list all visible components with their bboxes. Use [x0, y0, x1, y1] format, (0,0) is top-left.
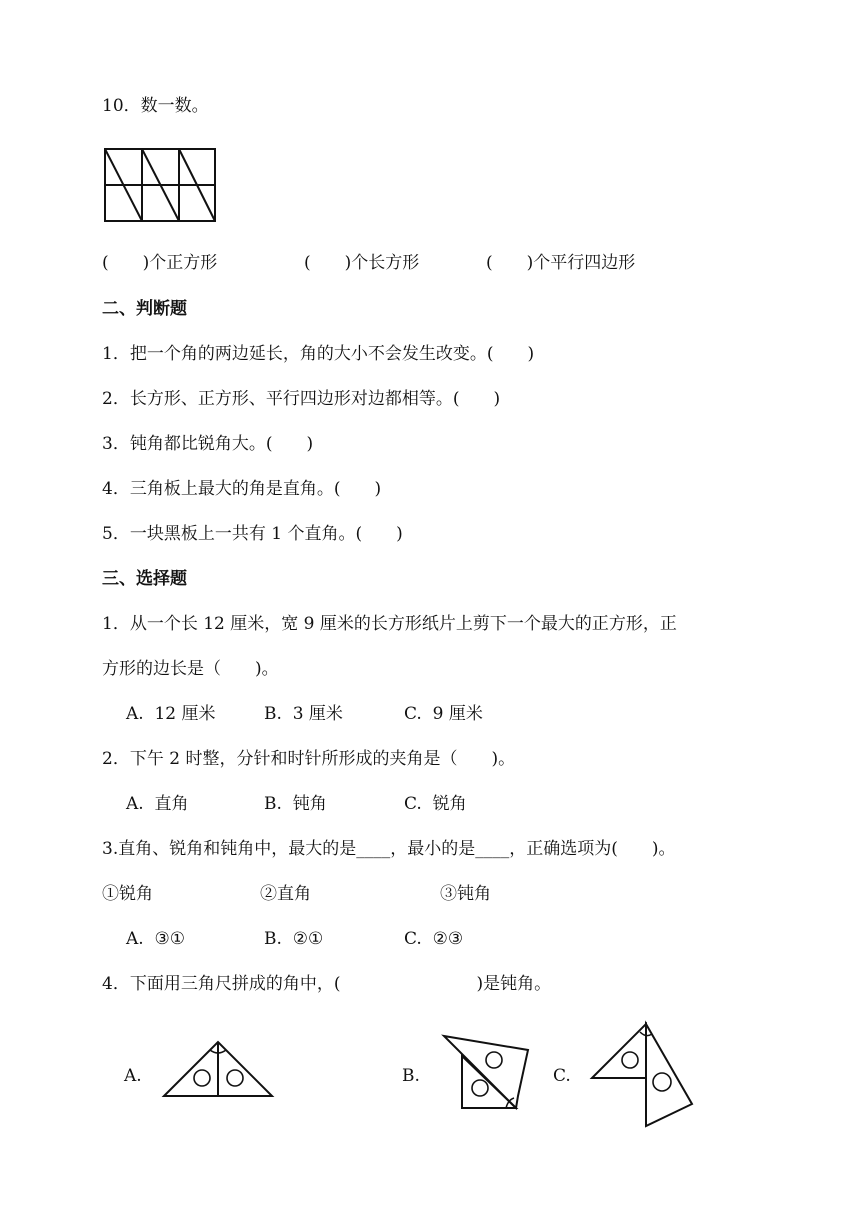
choice-q3-choice-3: ③钝角	[440, 884, 491, 904]
figure-b-label[interactable]: B.	[402, 1066, 420, 1086]
choice-q1-line1: 1．从一个长 12 厘米，宽 9 厘米的长方形纸片上剪下一个最大的正方形，正	[102, 614, 677, 634]
choice-q3-choice-2: ②直角	[260, 884, 311, 904]
choice-q2-option-c[interactable]: C. 锐角	[404, 794, 467, 814]
blank-squares[interactable]: ( )个正方形	[102, 253, 218, 273]
judge-item-2[interactable]: 2．长方形、正方形、平行四边形对边都相等。( )	[102, 389, 501, 409]
section3-heading: 三、选择题	[102, 569, 187, 589]
choice-q1-option-b[interactable]: B. 3 厘米	[264, 704, 343, 724]
figure-c-set-squares	[590, 1020, 696, 1132]
choice-q3-choice-1: ①锐角	[102, 884, 153, 904]
blank-parallelograms[interactable]: ( )个平行四边形	[486, 253, 636, 273]
figure-c-label[interactable]: C.	[553, 1066, 571, 1086]
choice-q1-option-a[interactable]: A. 12 厘米	[126, 704, 216, 724]
choice-q3-text: 3.直角、锐角和钝角中，最大的是____，最小的是____，正确选项为( )。	[102, 839, 676, 859]
figure-a-label[interactable]: A.	[124, 1066, 142, 1086]
judge-item-5[interactable]: 5．一块黑板上一共有 1 个直角。( )	[102, 524, 403, 544]
choice-q3-option-a[interactable]: A. ③①	[126, 929, 185, 949]
figure-b-set-squares	[440, 1030, 540, 1112]
choice-q3-option-c[interactable]: C. ②③	[404, 929, 464, 949]
figure-a-set-squares	[162, 1040, 276, 1100]
choice-q1-line2: 方形的边长是（ )。	[102, 659, 279, 679]
choice-q1-option-c[interactable]: C. 9 厘米	[404, 704, 483, 724]
judge-item-1[interactable]: 1．把一个角的两边延长，角的大小不会发生改变。( )	[102, 344, 535, 364]
q10-title: 10．数一数。	[102, 96, 209, 116]
blank-rectangles[interactable]: ( )个长方形	[304, 253, 420, 273]
grid-figure	[104, 148, 218, 224]
judge-item-4[interactable]: 4．三角板上最大的角是直角。( )	[102, 479, 382, 499]
choice-q3-option-b[interactable]: B. ②①	[264, 929, 324, 949]
choice-q2-text: 2．下午 2 时整，分针和时针所形成的夹角是（ )。	[102, 749, 516, 769]
choice-q2-option-b[interactable]: B. 钝角	[264, 794, 327, 814]
section2-heading: 二、判断题	[102, 299, 187, 319]
judge-item-3[interactable]: 3．钝角都比锐角大。( )	[102, 434, 314, 454]
choice-q2-option-a[interactable]: A. 直角	[126, 794, 189, 814]
choice-q4-text: 4．下面用三角尺拼成的角中，( )是钝角。	[102, 974, 552, 994]
